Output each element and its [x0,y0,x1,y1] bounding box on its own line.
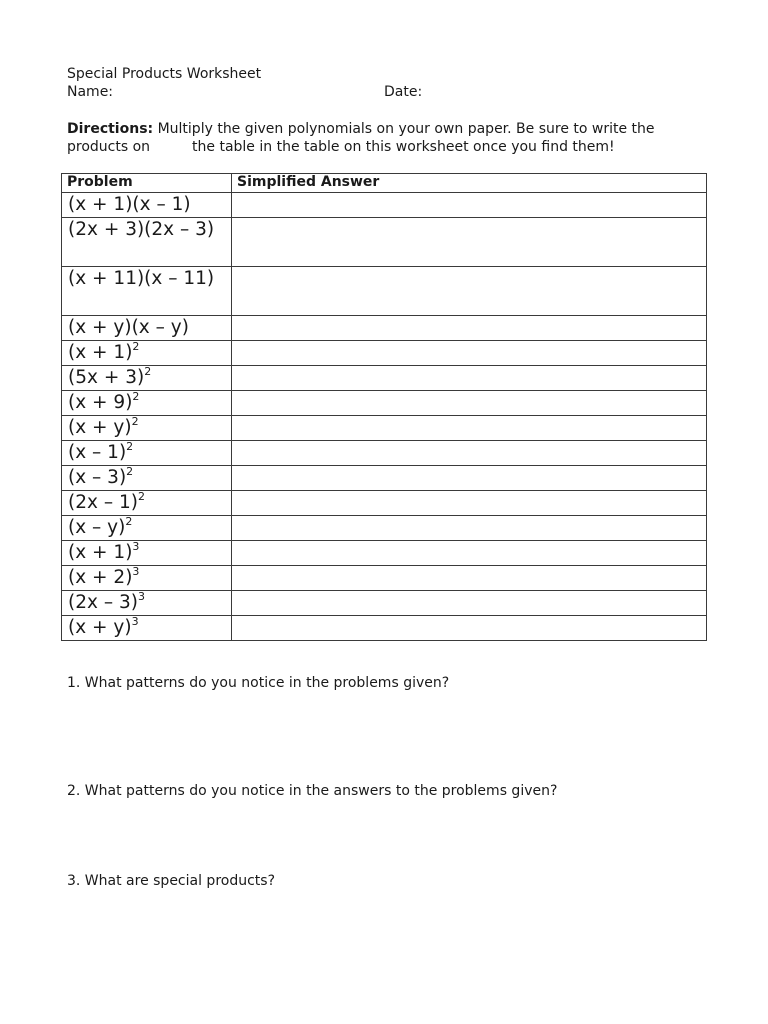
answer-cell[interactable] [232,193,707,218]
answer-cell[interactable] [232,566,707,591]
answer-cell[interactable] [232,416,707,441]
problem-exponent: 2 [126,465,134,478]
problem-expression: (x + 1) [68,542,133,563]
answer-cell[interactable] [232,616,707,641]
problem-exponent: 2 [132,340,140,353]
problems-table [61,173,707,641]
problem-exponent: 2 [125,515,133,528]
table-row [62,491,707,516]
problem-exponent: 2 [131,415,139,428]
answer-cell[interactable] [232,441,707,466]
answer-cell[interactable] [232,541,707,566]
directions-text-part1: Multiply the given polynomials on your own paper. Be sure to write the products on [67,121,655,155]
header-simplified-answer: Simplified Answer [232,174,707,193]
table-row [62,218,707,267]
problem-expression: (2x + 3)(2x – 3) [68,219,215,240]
table-row [62,391,707,416]
problem-expression: (x + 2) [68,567,133,588]
table-row [62,366,707,391]
problem-expression: (x – y) [68,517,126,538]
problem-cell [62,541,232,566]
table-body [62,193,707,641]
problem-exponent: 2 [137,490,145,503]
answer-cell[interactable] [232,267,707,316]
table-row [62,193,707,218]
table-row [62,566,707,591]
problem-expression: (x + 1)(x – 1) [68,194,191,215]
answer-cell[interactable] [232,341,707,366]
header-problem: Problem [62,174,232,193]
answer-cell[interactable] [232,491,707,516]
answer-cell[interactable] [232,391,707,416]
problem-expression: (x + 1) [68,342,133,363]
problem-exponent: 2 [132,390,140,403]
problem-expression: (2x – 3) [68,592,138,613]
problem-cell [62,416,232,441]
problem-expression: (x – 3) [68,467,127,488]
problem-expression: (x – 1) [68,442,127,463]
page-title: Special Products Worksheet [67,66,262,82]
problem-expression: (x + 9) [68,392,133,413]
problem-cell [62,491,232,516]
directions-text-part2: the table in the table on this worksheet once you find them! [192,139,615,155]
name-label: Name: [67,84,114,100]
problem-cell [62,366,232,391]
problem-cell [62,616,232,641]
problem-expression: (x + y)(x – y) [68,317,189,338]
directions-label: Directions: [67,121,154,137]
table-row [62,416,707,441]
directions-paragraph [67,120,712,156]
question-1: 1. What patterns do you notice in the problems given? [67,675,450,691]
problem-cell [62,193,232,218]
problem-exponent: 2 [126,440,134,453]
problem-expression: (5x + 3) [68,367,145,388]
problem-cell [62,218,232,267]
problem-cell [62,341,232,366]
answer-cell[interactable] [232,591,707,616]
table-row [62,316,707,341]
problem-cell [62,391,232,416]
problem-exponent: 3 [132,540,140,553]
problem-cell [62,516,232,541]
table-row [62,516,707,541]
table-row [62,441,707,466]
problem-cell [62,566,232,591]
problem-exponent: 3 [137,590,145,603]
problem-cell [62,267,232,316]
question-3: 3. What are special products? [67,873,276,889]
table-header-row [62,174,707,193]
problem-expression: (2x – 1) [68,492,138,513]
problem-cell [62,316,232,341]
problem-expression: (x + 11)(x – 11) [68,268,215,289]
problem-expression: (x + y) [68,417,132,438]
answer-cell[interactable] [232,466,707,491]
answer-cell[interactable] [232,516,707,541]
answer-cell[interactable] [232,316,707,341]
problem-cell [62,591,232,616]
table-row [62,267,707,316]
date-label: Date: [384,84,423,100]
question-2: 2. What patterns do you notice in the answers to the problems given? [67,783,558,799]
problem-exponent: 3 [132,565,140,578]
table-row [62,616,707,641]
table-row [62,541,707,566]
answer-cell[interactable] [232,366,707,391]
problem-exponent: 2 [144,365,152,378]
table-row [62,591,707,616]
problem-expression: (x + y) [68,617,132,638]
problem-cell [62,466,232,491]
table-row [62,341,707,366]
problem-exponent: 3 [131,615,139,628]
answer-cell[interactable] [232,218,707,267]
table-row [62,466,707,491]
problem-cell [62,441,232,466]
